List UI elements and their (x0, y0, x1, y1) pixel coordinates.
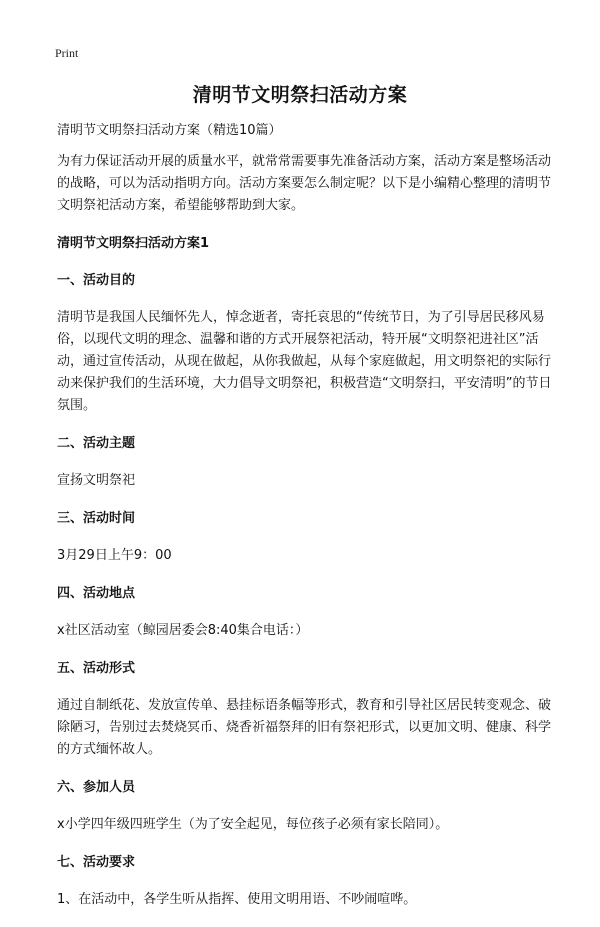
section-body-time: 3月29日上午9：00 (57, 548, 172, 563)
plan-title: 清明节文明祭扫活动方案1 (57, 236, 210, 251)
page-title: 清明节文明祭扫活动方案 (192, 84, 408, 106)
section-body-purpose: 清明节是我国人民缅怀先人，悼念逝者，寄托哀思的“传统节日，为了引导居民移风易俗，以现代文明的理念、温馨和谐的方式开展祭祀活动，特开展“文明祭祀进社区”活动，通过宣传活动，从现在做起，从你我做起，从每个家庭做起，用文明祭祀的实际行动来保护我们的生活环境，大力倡导文明祭祀，积极营造“文明祭扫，平安清明”的节日氛围。 (57, 310, 552, 413)
section-body-requirements: 1、在活动中，各学生听从指挥、使用文明用语、不吵闹喧哗。 (57, 892, 417, 907)
document-subtitle: 清明节文明祭扫活动方案（精选10篇） (57, 123, 282, 138)
section-body-location: x社区活动室（鲸园居委会8:40集合电话：） (57, 623, 309, 638)
section-heading-location: 四、活动地点 (57, 586, 136, 601)
section-heading-time: 三、活动时间 (57, 511, 136, 526)
section-body-format: 通过自制纸花、发放宣传单、悬挂标语条幅等形式，教育和引导社区居民转变观念、破除陋习，告别过去焚烧冥币、烧香祈福祭拜的旧有祭祀形式，以更加文明、健康、科学的方式缅怀故人。 (57, 698, 552, 757)
intro-paragraph: 为有力保证活动开展的质量水平，就常常需要事先准备活动方案，活动方案是整场活动的战略，可以为活动指明方向。活动方案要怎么制定呢？以下是小编精心整理的清明节文明祭祀活动方案，希望能够帮助到大家。 (57, 154, 552, 213)
section-body-theme: 宣扬文明祭祀 (57, 473, 136, 488)
section-body-participants: x小学四年级四班学生（为了安全起见，每位孩子必须有家长陪同）。 (57, 817, 449, 832)
section-heading-requirements: 七、活动要求 (57, 855, 136, 870)
section-heading-theme: 二、活动主题 (57, 436, 136, 451)
print-link[interactable]: Print (55, 46, 79, 60)
section-heading-format: 五、活动形式 (57, 661, 136, 676)
section-heading-participants: 六、参加人员 (57, 780, 136, 795)
section-heading-purpose: 一、活动目的 (57, 273, 136, 288)
document-body (57, 120, 554, 927)
